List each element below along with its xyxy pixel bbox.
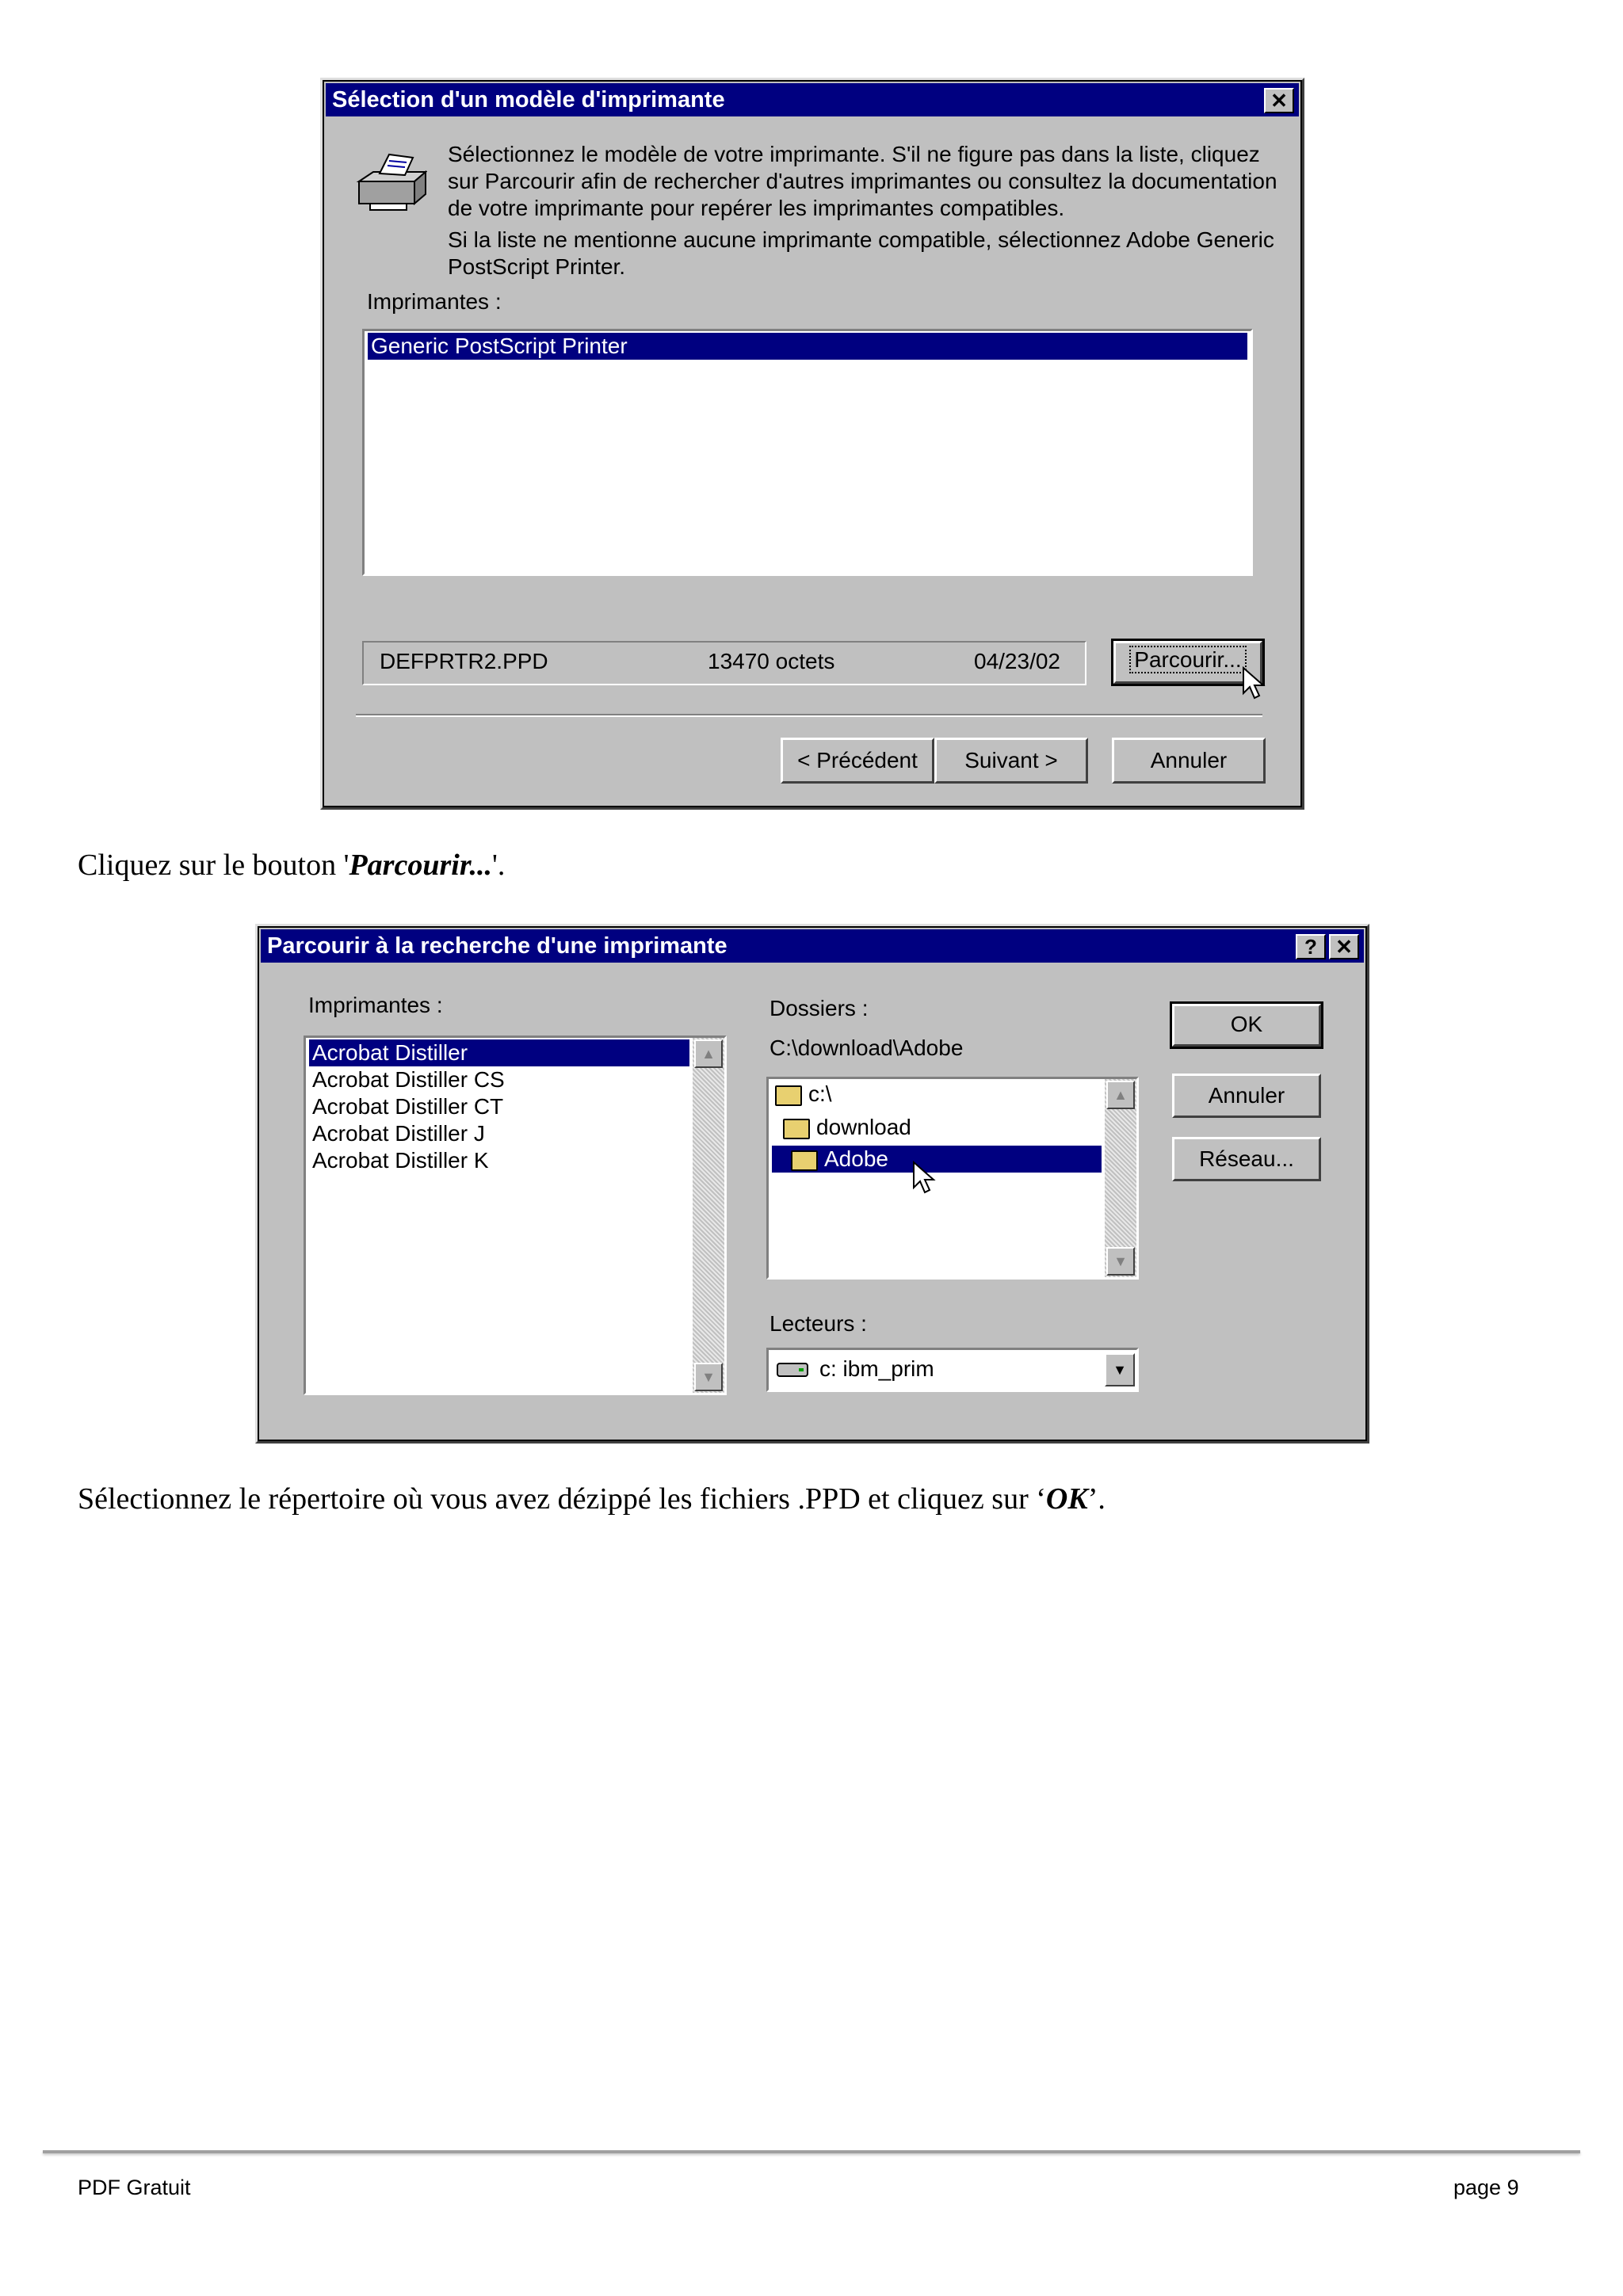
- dialog-title-bar: [261, 929, 1364, 963]
- tree-item-selected[interactable]: [772, 1146, 1102, 1173]
- scrollbar-track[interactable]: [693, 1038, 724, 1393]
- file-info-panel: [362, 641, 1086, 685]
- next-button-label: Suivant >: [964, 748, 1058, 772]
- list-item[interactable]: Generic PostScript Printer: [368, 333, 1247, 360]
- instruction-text: Cliquez sur le bouton ': [78, 849, 349, 882]
- folders-label-text: Dossiers :: [769, 996, 869, 1020]
- list-item[interactable]: Acrobat Distiller CT: [312, 1094, 504, 1119]
- dialog-title-bar: [326, 83, 1299, 116]
- drives-select[interactable]: [766, 1348, 1139, 1392]
- instruction-paragraph: [78, 848, 505, 883]
- drive-icon: [777, 1361, 808, 1379]
- drives-label: Lecteurs :: [769, 1311, 867, 1336]
- instruction-line: Si la liste ne mentionne aucune imprimante compatible, sélectionnez Adobe Generic: [448, 227, 1274, 252]
- instruction-text-end: '.: [492, 849, 506, 882]
- instruction-bold: OK: [1045, 1482, 1088, 1516]
- tree-item[interactable]: [772, 1114, 1102, 1141]
- printer-model-dialog: [320, 78, 1304, 810]
- cancel-button-label: Annuler: [1208, 1083, 1285, 1108]
- open-folder-icon: [775, 1085, 802, 1106]
- dialog-title: Parcourir à la recherche d'une imprimante: [267, 933, 727, 959]
- tree-item[interactable]: [772, 1081, 1102, 1108]
- cancel-button[interactable]: [1172, 1074, 1321, 1118]
- instruction-line: sur Parcourir afin de rechercher d'autres imprimantes ou consultez la documentation: [448, 169, 1277, 193]
- list-item[interactable]: Acrobat Distiller: [309, 1039, 689, 1066]
- separator-line: [356, 714, 1262, 717]
- tree-item-label: download: [816, 1115, 911, 1139]
- instruction-text: Sélectionnez le répertoire où vous avez dézippé les fichiers .PPD et cliquez sur ‘: [78, 1482, 1046, 1516]
- file-name: DEFPRTR2.PPD: [380, 649, 548, 673]
- browse-button-label: Parcourir...: [1131, 647, 1244, 672]
- folders-tree[interactable]: [766, 1077, 1139, 1280]
- cancel-button[interactable]: [1112, 738, 1266, 784]
- open-folder-icon: [783, 1119, 810, 1139]
- scroll-down-icon[interactable]: ▼: [694, 1363, 723, 1391]
- file-size: 13470 octets: [708, 649, 835, 673]
- instruction-bold: Parcourir...: [349, 849, 493, 882]
- dropdown-arrow-icon[interactable]: ▼: [1105, 1353, 1135, 1386]
- instruction-paragraph: [78, 1482, 1106, 1516]
- network-button[interactable]: [1172, 1137, 1321, 1181]
- folders-label: [769, 996, 868, 1021]
- help-button[interactable]: ?: [1296, 934, 1326, 959]
- printers-list[interactable]: [304, 1035, 727, 1395]
- dialog-title: Sélection d'un modèle d'imprimante: [332, 87, 725, 113]
- mouse-cursor-icon: [912, 1161, 936, 1196]
- scroll-down-icon[interactable]: ▼: [1106, 1247, 1135, 1276]
- tree-item-label: c:\: [808, 1081, 832, 1106]
- footer-left: PDF Gratuit: [78, 2176, 191, 2199]
- file-date: 04/23/02: [974, 649, 1060, 673]
- list-item[interactable]: Acrobat Distiller J: [312, 1121, 485, 1146]
- close-button[interactable]: ✕: [1329, 934, 1359, 959]
- page-number: page 9: [1453, 2176, 1519, 2199]
- browse-printer-dialog: [255, 924, 1369, 1444]
- printer-icon: [354, 153, 427, 216]
- instruction-text-end: ’.: [1087, 1482, 1106, 1516]
- drive-value: c: ibm_prim: [819, 1356, 934, 1381]
- back-button-label: < Précédent: [797, 748, 918, 772]
- footer-rule: [43, 2150, 1580, 2153]
- network-button-label: Réseau...: [1199, 1146, 1294, 1171]
- next-button[interactable]: [934, 738, 1088, 784]
- scroll-up-icon[interactable]: ▲: [694, 1039, 723, 1068]
- scroll-up-icon[interactable]: ▲: [1106, 1081, 1135, 1109]
- browse-button[interactable]: [1113, 641, 1262, 684]
- ok-button[interactable]: [1172, 1004, 1321, 1047]
- back-button[interactable]: [781, 738, 934, 784]
- mouse-cursor-icon: [1242, 666, 1266, 701]
- current-path: C:\download\Adobe: [769, 1035, 964, 1060]
- printers-label: Imprimantes :: [308, 993, 443, 1017]
- list-item[interactable]: Acrobat Distiller K: [312, 1148, 489, 1173]
- cancel-button-label: Annuler: [1150, 748, 1228, 772]
- instruction-line: de votre imprimante pour repérer les imprimantes compatibles.: [448, 196, 1065, 220]
- close-button[interactable]: ✕: [1264, 88, 1294, 113]
- list-item[interactable]: Acrobat Distiller CS: [312, 1067, 505, 1092]
- printers-list[interactable]: [362, 329, 1253, 576]
- instruction-line: PostScript Printer.: [448, 254, 626, 279]
- printers-label: Imprimantes :: [367, 289, 502, 314]
- tree-item-label: Adobe: [824, 1146, 888, 1171]
- instruction-line: Sélectionnez le modèle de votre imprimante. S'il ne figure pas dans la liste, cliquez: [448, 142, 1260, 166]
- open-folder-icon: [791, 1150, 818, 1171]
- ok-button-label: OK: [1230, 1012, 1263, 1036]
